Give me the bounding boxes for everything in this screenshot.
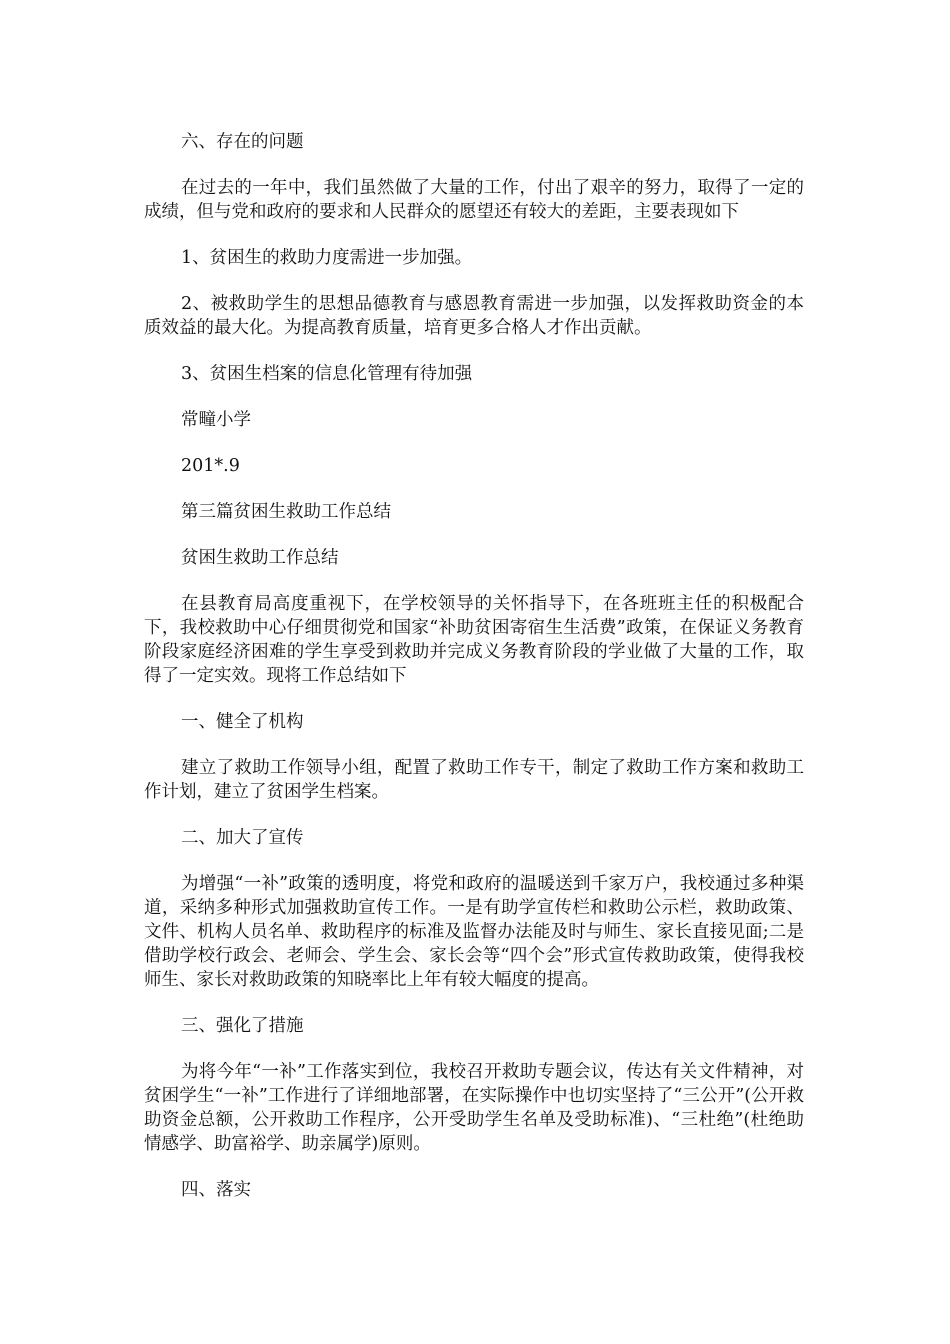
section-heading-implementation: 四、落实 bbox=[181, 1180, 251, 1200]
paragraph-organization: 建立了救助工作领导小组，配置了救助工作专干，制定了救助工作方案和救助工作计划，建立了贫困学生档案。 bbox=[144, 758, 804, 802]
list-item-1: 1、贫困生的救助力度需进一步加强。 bbox=[181, 248, 473, 268]
section-heading-publicity: 二、加大了宣传 bbox=[181, 828, 304, 848]
paragraph-measures: 为将今年“一补”工作落实到位，我校召开救助专题会议，传达有关文件精神，对贫困学生“一补”工作进行了详细地部署，在实际操作中也切实坚持了“三公开”(公开救助资金总额，公开救助工作程序，公开受助学生名单及受助标准)、“三杜绝”(杜绝助情感学、助富裕学、助亲属学)原则。 bbox=[144, 1062, 804, 1154]
list-item-3: 3、贫困生档案的信息化管理有待加强 bbox=[181, 364, 473, 384]
section-heading-problems: 六、存在的问题 bbox=[181, 132, 304, 152]
document-date: 201*.9 bbox=[181, 456, 240, 476]
section-heading-organization: 一、健全了机构 bbox=[181, 712, 304, 732]
section-heading-measures: 三、强化了措施 bbox=[181, 1016, 304, 1036]
school-name: 常疃小学 bbox=[181, 410, 251, 430]
summary-title: 贫困生救助工作总结 bbox=[181, 548, 339, 568]
chapter-title: 第三篇贫困生救助工作总结 bbox=[181, 502, 391, 522]
paragraph-problems-intro: 在过去的一年中，我们虽然做了大量的工作，付出了艰辛的努力，取得了一定的成绩，但与党和政府的要求和人民群众的愿望还有较大的差距，主要表现如下 bbox=[144, 178, 804, 222]
paragraph-publicity: 为增强“一补”政策的透明度，将党和政府的温暖送到千家万户，我校通过多种渠道，采纳多种形式加强救助宣传工作。一是有助学宣传栏和救助公示栏，救助政策、文件、机构人员名单、救助程序的标准及监督办法能及时与师生、家长直接见面;二是借助学校行政会、老师会、学生会、家长会等“四个会”形式宣传救助政策，使得我校师生、家长对救助政策的知晓率比上年有较大幅度的提高。 bbox=[144, 874, 804, 990]
paragraph-summary-intro: 在县教育局高度重视下，在学校领导的关怀指导下，在各班班主任的积极配合下，我校救助中心仔细贯彻党和国家“补助贫困寄宿生生活费”政策，在保证义务教育阶段家庭经济困难的学生享受到救助并完成义务教育阶段的学业做了大量的工作，取得了一定实效。现将工作总结如下 bbox=[144, 594, 804, 686]
list-item-2: 2、被救助学生的思想品德教育与感恩教育需进一步加强，以发挥救助资金的本质效益的最大化。为提高教育质量，培育更多合格人才作出贡献。 bbox=[144, 294, 804, 338]
document-body bbox=[144, 130, 804, 1224]
